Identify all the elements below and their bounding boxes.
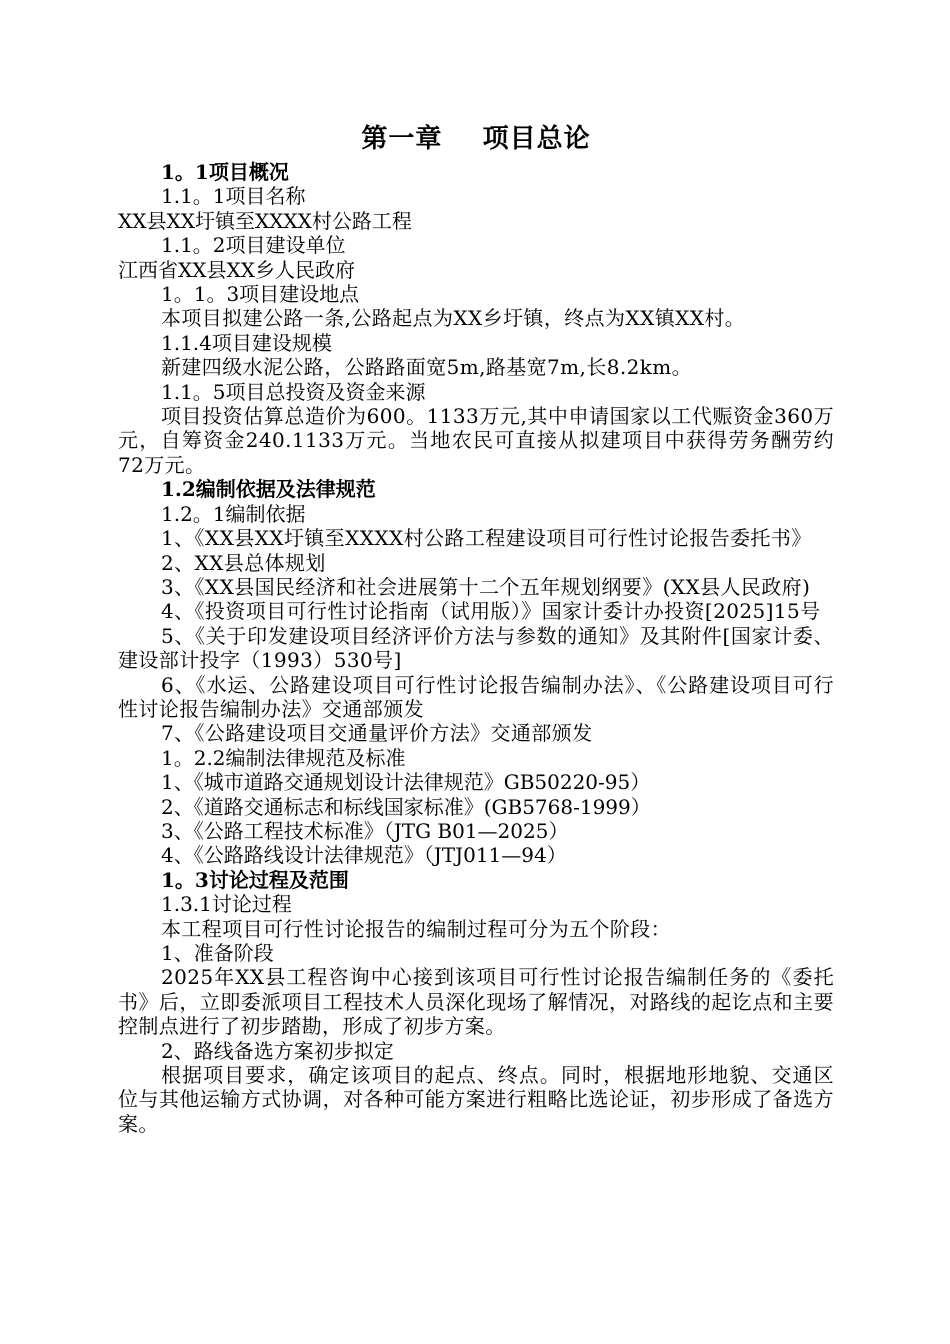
- scale-paragraph: 新建四级水泥公路，公路路面宽5m,路基宽7m,长8.2km。: [161, 355, 692, 380]
- chapter-title: 第一章 项目总论: [361, 124, 591, 154]
- section-heading-1-3: 1。3讨论过程及范围: [161, 867, 349, 892]
- subsection-label-project-name: 1.1。1项目名称: [161, 184, 306, 209]
- basis-item: 6、《水运、公路建设项目可行性讨论报告编制办法》、《公路建设项目可行性讨论报告编制办法》交通部颁发: [118, 672, 834, 721]
- subsection-label-investment: 1.1。5项目总投资及资金来源: [161, 379, 426, 404]
- subsection-label-scale: 1.1.4项目建设规模: [161, 330, 332, 355]
- subsection-label-construction-unit: 1.1。2项目建设单位: [161, 233, 346, 258]
- standards-item: 2、《道路交通标志和标线国家标准》(GB5768-1999）: [161, 794, 651, 819]
- subsection-label-standards: 1。2.2编制法律规范及标准: [161, 745, 406, 770]
- stage-title-preparation: 1、准备阶段: [161, 941, 274, 965]
- basis-item: 2、XX县总体规划: [161, 550, 326, 575]
- process-intro-paragraph: 本工程项目可行性讨论报告的编制过程可分为五个阶段：: [161, 916, 671, 941]
- standards-item: 1、《城市道路交通规划设计法律规范》GB50220-95）: [161, 770, 651, 795]
- basis-item: 1、《XX县XX圩镇至XXXX村公路工程建设项目可行性讨论报告委托书》: [161, 526, 812, 551]
- location-paragraph: 本项目拟建公路一条,公路起点为XX乡圩镇，终点为XX镇XX村。: [161, 306, 746, 331]
- standards-item: 4、《公路路线设计法律规范》（JTJ011—94）: [161, 843, 567, 868]
- project-name-value: XX县XX圩镇至XXXX村公路工程: [118, 208, 412, 233]
- basis-item: 5、《关于印发建设项目经济评价方法与参数的通知》及其附件[国家计委、建设部计投字（1993）530号]: [118, 623, 834, 673]
- basis-item: 4、《投资项目可行性讨论指南（试用版）》国家计委计办投资[2025]15号: [161, 599, 821, 624]
- basis-item: 3、《XX县国民经济和社会进展第十二个五年规划纲要》(XX县人民政府): [161, 574, 811, 599]
- construction-unit-value: 江西省XX县XX乡人民政府: [118, 257, 355, 282]
- section-heading-1-1: 1。1项目概况: [161, 160, 289, 184]
- stage-route-options-paragraph: 根据项目要求，确定该项目的起点、终点。同时，根据地形地貌、交通区位与其他运输方式协调，对各种可能方案进行粗略比选论证，初步形成了备选方案。: [118, 1063, 834, 1136]
- stage-title-route-options: 2、路线备选方案初步拟定: [161, 1038, 394, 1063]
- basis-item: 7、《公路建设项目交通量评价方法》交通部颁发: [161, 721, 593, 746]
- section-heading-1-2: 1.2编制依据及法律规范: [161, 477, 376, 502]
- stage-preparation-paragraph: 2025年XX县工程咨询中心接到该项目可行性讨论报告编制任务的《委托书》后，立即委派项目工程技术人员深化现场了解情况，对路线的起讫点和主要控制点进行了初步踏勘，形成了初步方案。: [118, 965, 834, 1039]
- subsection-label-location: 1。1。3项目建设地点: [161, 282, 360, 307]
- investment-paragraph: 项目投资估算总造价为600。1133万元,其中申请国家以工代赈资金360万元，自筹资金240.1133万元。当地农民可直接从拟建项目中获得劳务酬劳约72万元。: [118, 404, 834, 477]
- subsection-label-basis: 1.2。1编制依据: [161, 501, 306, 526]
- document-page: [118, 118, 834, 1136]
- standards-item: 3、《公路工程技术标准》（JTG B01—2025）: [161, 818, 569, 843]
- subsection-label-process: 1.3.1讨论过程: [161, 892, 292, 917]
